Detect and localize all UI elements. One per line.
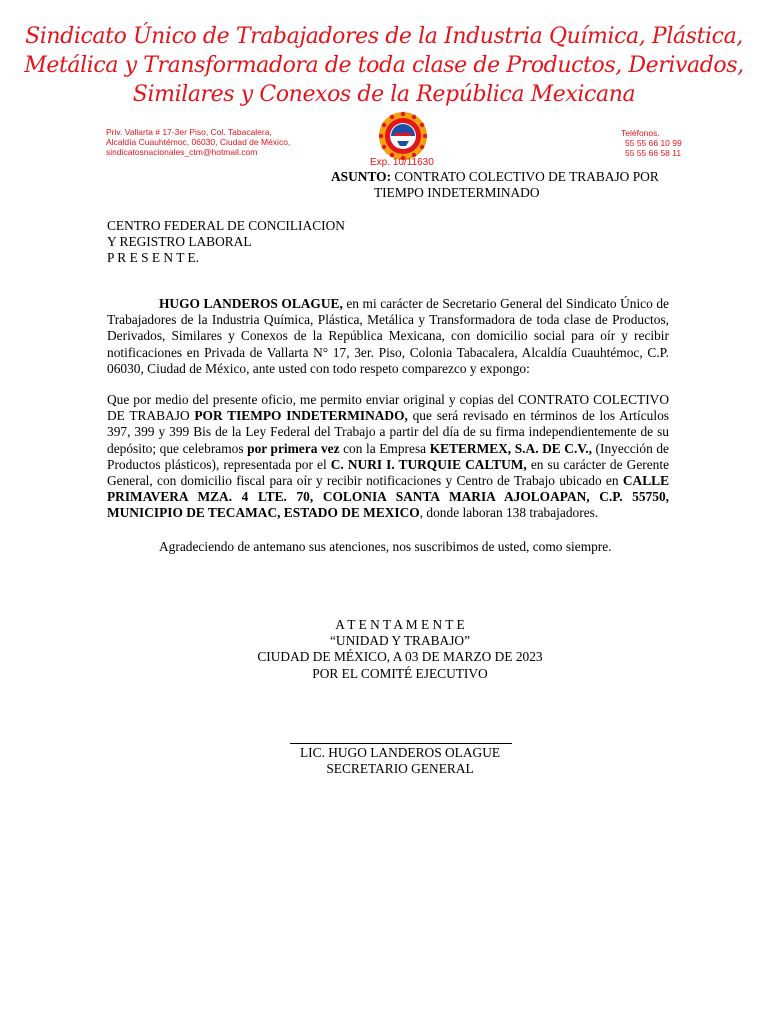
subject-block	[331, 169, 661, 201]
union-seal-logo-icon	[378, 111, 428, 161]
heading-line-1: Sindicato Único de Trabajadores de la Industria Química, Plástica,	[25, 24, 743, 49]
address-line-1: Priv. Vallarta # 17-3er Piso, Col. Tabacalera,	[106, 127, 272, 137]
body-paragraph-3: Agradeciendo de antemano sus atenciones, nos suscribimos de usted, como siempre.	[159, 539, 612, 554]
address-line-2: Alcaldía Cuauhtémoc, 06030, Ciudad de México,	[106, 137, 291, 147]
subject-line-2: TIEMPO INDETERMINADO	[374, 185, 540, 201]
contract-term-bold: POR TIEMPO INDETERMINADO,	[194, 408, 408, 424]
signature-block	[200, 745, 600, 777]
body-paragraph-2	[107, 392, 669, 522]
paragraph-1-text: en mi carácter de Secretario General del Sindicato Único de Trabajadores de la Industria Química, Plástica, Metálica y Transformadora de toda clase de Productos, Derivados, Similares y Conexos de la República Mexicana, con domicilio social para oír y recibir notificaciones en Privada de Vallarta N° 17, 3er. Piso, Colonia Tabacalera, Alcaldía Cuauhtémoc, C.P. 06030, Ciudad de México, ante usted con todo respeto comparezco y expongo:	[107, 296, 670, 376]
closing-place-date: CIUDAD DE MÉXICO, A 03 DE MARZO DE 2023	[257, 649, 543, 665]
union-name-heading	[20, 22, 748, 109]
representative-name-bold: C. NURI I. TURQUIE CALTUM,	[330, 456, 527, 472]
company-name-bold: KETERMEX, S.A. DE C.V.,	[429, 440, 592, 456]
body-paragraph-1	[107, 296, 669, 377]
closing-line-1: A T E N T A M E N T E	[335, 617, 465, 632]
signature-line	[290, 743, 512, 744]
expediente-number: Exp. 10/11630	[370, 157, 434, 168]
signer-name: LIC. HUGO LANDEROS OLAGUE	[299, 745, 501, 760]
closing-motto: “UNIDAD Y TRABAJO”	[329, 633, 471, 649]
recipient-line-3: P R E S E N T E.	[107, 250, 200, 266]
recipient-line-1: CENTRO FEDERAL DE CONCILIACION	[107, 218, 345, 233]
heading-line-2: Metálica y Transformadora de toda clase de Productos, Derivados,	[24, 53, 744, 78]
closing-block	[200, 617, 600, 682]
union-phones	[621, 128, 682, 158]
paragraph-2-text-d: (Inyección de Productos plásticos), representada por el	[107, 440, 669, 472]
phone-1: 55 55 66 10 99	[625, 138, 682, 148]
paragraph-2-text-f: , donde laboran 138 trabajadores.	[419, 505, 599, 521]
signer-name-bold: HUGO LANDEROS OLAGUE,	[159, 296, 343, 311]
phones-label: Teléfonos.	[621, 128, 660, 138]
heading-line-3: Similares y Conexos de la República Mexicana	[132, 82, 636, 107]
paragraph-2-text-b: que será revisado en términos de los Artículos 397, 399 y 399 Bis de la Ley Federal del Trabajo a partir del día de su firma independientemente de su depósito; que celebramos	[107, 408, 669, 456]
subject-line-1: CONTRATO COLECTIVO DE TRABAJO POR	[394, 169, 659, 184]
subject-label: ASUNTO:	[331, 169, 392, 184]
first-time-bold: por primera vez	[247, 440, 340, 456]
paragraph-2-text-a: Que por medio del presente oficio, me permito enviar original y copias del CONTRATO COLECTIVO DE TRABAJO	[107, 392, 669, 424]
workplace-address-bold: CALLE PRIMAVERA MZA. 4 LTE. 70, COLONIA SANTA MARIA AJOLOAPAN, C.P. 55750, MUNICIPIO DE TECAMAC, ESTADO DE MEXICO	[107, 473, 669, 521]
phone-2: 55 55 66 58 11	[625, 148, 682, 158]
paragraph-2-text-c: con la Empresa	[339, 440, 430, 456]
recipient-line-2: Y REGISTRO LABORAL	[107, 234, 252, 250]
recipient-block	[107, 218, 345, 267]
union-address	[106, 127, 290, 157]
signer-title: SECRETARIO GENERAL	[326, 761, 474, 777]
closing-committee: POR EL COMITÉ EJECUTIVO	[312, 665, 488, 681]
address-email: sindicatosnacionales_ctm@hotmail.com	[106, 147, 258, 157]
paragraph-2-text-e: en su carácter de Gerente General, con domicilio fiscal para oír y recibir notificaciones y Centro de Trabajo ubicado en	[107, 456, 670, 489]
